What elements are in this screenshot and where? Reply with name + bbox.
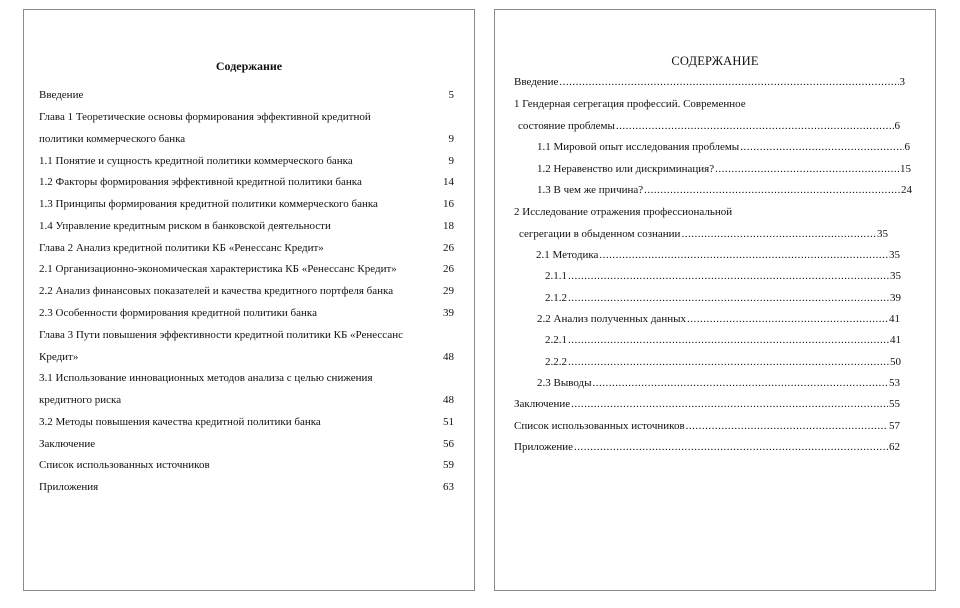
toc-entry-text: Глава 2 Анализ кредитной политики КБ «Ренессанс Кредит» — [39, 242, 324, 254]
toc-entry-page: 18 — [443, 220, 454, 232]
toc-entry — [39, 176, 454, 189]
toc-entry-text: 2 Исследование отражения профессиональной — [514, 206, 733, 218]
toc-entry — [545, 334, 901, 347]
toc-entry — [39, 329, 454, 342]
toc-entry — [537, 141, 910, 154]
toc-entry — [39, 220, 454, 233]
toc-dot-leader — [740, 141, 903, 154]
toc-entry — [537, 377, 900, 390]
toc-entry — [39, 111, 454, 124]
toc-entry-text: 1.3 В чем же причина? — [537, 184, 644, 196]
toc-entry — [536, 249, 900, 262]
toc-entry — [39, 263, 454, 276]
toc-entry — [39, 307, 454, 320]
document-page-right — [494, 9, 936, 591]
toc-dot-leader — [568, 270, 889, 283]
toc-dot-leader — [599, 249, 888, 262]
toc-entry — [39, 242, 454, 255]
toc-entry-text: 1.2 Факторы формирования эффективной кредитной политики банка — [39, 176, 362, 188]
toc-entry-text: Заключение — [39, 438, 96, 450]
toc-entry-page: 14 — [443, 176, 454, 188]
toc-entry-page: 3 — [899, 76, 905, 88]
toc-entry — [537, 163, 911, 176]
toc-entry-page: 6 — [894, 120, 900, 132]
document-page-left — [23, 9, 475, 591]
toc-entry-text: 3.2 Методы повышения качества кредитной политики банка — [39, 416, 321, 428]
toc-dot-leader — [715, 163, 899, 176]
toc-entry-text: 2.1.1 — [545, 270, 567, 282]
toc-entry — [39, 394, 454, 407]
toc-entry-text: 2.2.1 — [545, 334, 567, 346]
toc-entry-text: 2.1.2 — [545, 292, 567, 304]
toc-entry-page: 50 — [890, 356, 901, 368]
toc-entry-page: 59 — [443, 459, 454, 471]
toc-entry — [39, 89, 454, 102]
toc-entry-text: 1 Гендерная сегрегация профессий. Современное — [514, 98, 746, 110]
toc-entry-page: 29 — [443, 285, 454, 297]
toc-dot-leader — [593, 377, 888, 390]
toc-entry — [514, 98, 935, 111]
toc-entry-text: 1.2 Неравенство или дискриминация? — [537, 163, 715, 175]
toc-entry-page: 9 — [448, 155, 454, 167]
toc-entry-text: 2.2 Анализ финансовых показателей и качества кредитного портфеля банка — [39, 285, 394, 297]
toc-entry — [39, 133, 454, 146]
toc-title-left: Содержание — [215, 59, 283, 73]
toc-entry — [537, 184, 912, 197]
toc-entry-page: 48 — [443, 394, 454, 406]
toc-entry — [514, 206, 935, 219]
toc-entry-page: 63 — [443, 481, 454, 493]
toc-entry-page: 6 — [904, 141, 910, 153]
toc-entry — [39, 351, 454, 364]
toc-dot-leader — [568, 292, 889, 305]
toc-dot-leader — [568, 356, 889, 369]
toc-entry-text: 2.1 Организационно-экономическая характеристика КБ «Ренессанс Кредит» — [39, 263, 397, 275]
toc-entry — [39, 459, 454, 472]
toc-entry-text: 1.1 Понятие и сущность кредитной политики коммерческого банка — [39, 155, 353, 167]
toc-entry-page: 35 — [889, 249, 900, 261]
toc-entry-text: сегрегации в обыденном сознании — [519, 228, 681, 240]
toc-entry — [39, 416, 454, 429]
toc-entry — [514, 398, 900, 411]
toc-entry-page: 26 — [443, 242, 454, 254]
toc-entry-text: Приложения — [39, 481, 99, 493]
toc-entry-text: кредитного риска — [39, 394, 122, 406]
toc-entry — [514, 441, 900, 454]
toc-entry — [39, 481, 454, 494]
toc-entry-page: 35 — [877, 228, 888, 240]
toc-entry-text: 2.3 Особенности формирования кредитной политики банка — [39, 307, 317, 319]
toc-entry-page: 39 — [890, 292, 901, 304]
toc-entry-text: Введение — [514, 76, 559, 88]
toc-entry-page: 57 — [889, 420, 900, 432]
toc-entry-text: Заключение — [514, 398, 571, 410]
toc-entry-text: Кредит» — [39, 351, 79, 363]
toc-dot-leader — [568, 334, 889, 347]
toc-dot-leader — [616, 120, 894, 133]
toc-dot-leader — [571, 398, 888, 411]
toc-entry-text: Приложение — [514, 441, 574, 453]
toc-dot-leader — [681, 228, 876, 241]
toc-entry-page: 53 — [889, 377, 900, 389]
toc-entry — [518, 120, 900, 133]
toc-dot-leader — [574, 441, 888, 454]
toc-entry — [519, 228, 888, 241]
toc-entry-page: 51 — [443, 416, 454, 428]
toc-entry-text: Введение — [39, 89, 84, 101]
toc-dot-leader — [687, 313, 888, 326]
toc-entry-text: 2.3 Выводы — [537, 377, 592, 389]
toc-entry — [514, 420, 900, 433]
toc-entry-page: 5 — [448, 89, 454, 101]
toc-entry-text: Глава 3 Пути повышения эффективности кредитной политики КБ «Ренессанс — [39, 329, 403, 341]
toc-entry-page: 9 — [448, 133, 454, 145]
toc-entry — [39, 285, 454, 298]
toc-dot-leader — [644, 184, 900, 197]
toc-entry — [545, 292, 901, 305]
toc-entry-page: 62 — [889, 441, 900, 453]
toc-entry-text: 2.2 Анализ полученных данных — [537, 313, 686, 325]
toc-entry-page: 41 — [889, 313, 900, 325]
toc-entry-page: 48 — [443, 351, 454, 363]
toc-entry — [39, 372, 454, 385]
toc-entry-text: 2.1 Методика — [536, 249, 599, 261]
toc-entry-page: 56 — [443, 438, 454, 450]
toc-entry-text: 2.2.2 — [545, 356, 567, 368]
toc-entry-page: 39 — [443, 307, 454, 319]
toc-entry-text: Список использованных источников — [514, 420, 685, 432]
toc-entry-page: 26 — [443, 263, 454, 275]
toc-entry — [39, 155, 454, 168]
toc-title-right: СОДЕРЖАНИЕ — [671, 54, 759, 68]
toc-entry — [39, 198, 454, 211]
toc-entry-text: состояние проблемы — [518, 120, 615, 132]
toc-entry — [537, 313, 900, 326]
toc-dot-leader — [686, 420, 888, 433]
toc-entry — [39, 438, 454, 451]
toc-entry-text: 1.4 Управление кредитным риском в банковской деятельности — [39, 220, 331, 232]
toc-entry-text: политики коммерческого банка — [39, 133, 186, 145]
toc-entry — [545, 270, 901, 283]
toc-entry-text: 3.1 Использование инновационных методов анализа с целью снижения — [39, 372, 373, 384]
toc-entry-text: Список использованных источников — [39, 459, 210, 471]
toc-entry-page: 24 — [901, 184, 912, 196]
toc-entry-page: 15 — [900, 163, 911, 175]
toc-entry-text: Глава 1 Теоретические основы формирования эффективной кредитной — [39, 111, 371, 123]
toc-entry-text: 1.1 Мировой опыт исследования проблемы — [537, 141, 740, 153]
toc-entry — [514, 76, 905, 89]
toc-entry — [545, 356, 901, 369]
toc-entry-page: 16 — [443, 198, 454, 210]
toc-entry-text: 1.3 Принципы формирования кредитной политики коммерческого банка — [39, 198, 378, 210]
toc-dot-leader — [559, 76, 898, 89]
toc-entry-page: 41 — [890, 334, 901, 346]
toc-entry-page: 35 — [890, 270, 901, 282]
toc-entry-page: 55 — [889, 398, 900, 410]
